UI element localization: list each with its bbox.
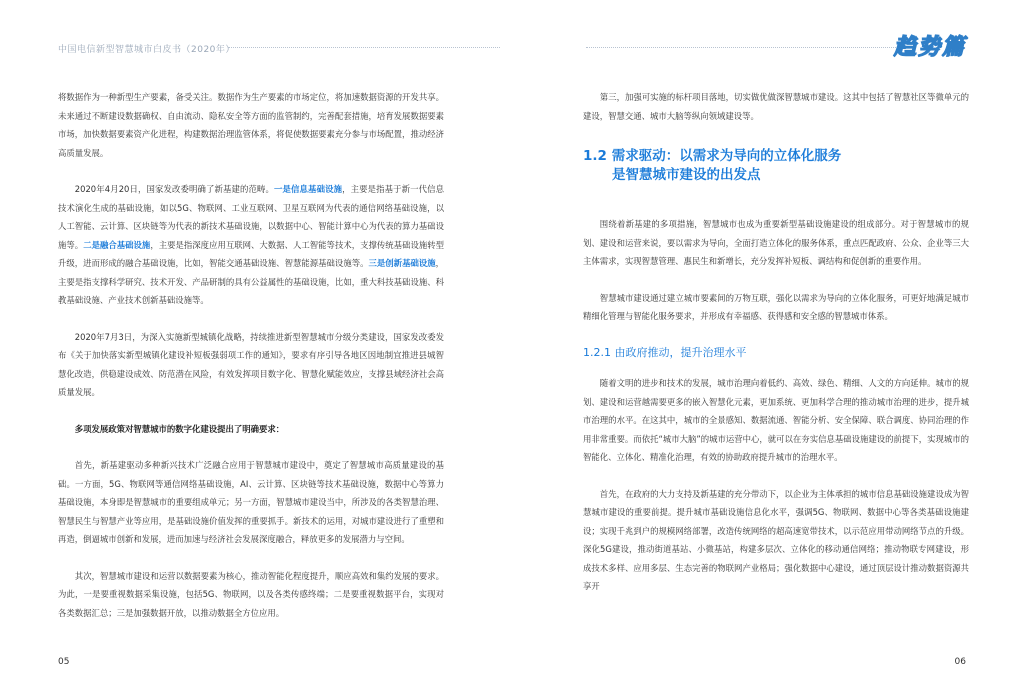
left-paragraph-4: 多项发展政策对智慧城市的数字化建设提出了明确要求： (74, 423, 285, 434)
highlight-innovation-infrastructure: 三是创新基础设施 (368, 258, 436, 268)
right-paragraph-5: 首先，在政府的大力支持及新基建的充分带动下，以企业为主体承担的城市信息基础设施建设成为智慧城市建设的重要前提。提升城市基础设施信息化水平，强调5G、物联网、数据中心等各类基础设施建设；实现千兆到户的规模网络部署，改造传统网络的超高速宽带技术，以示范应用带动网络节点的升级。深化5G建设，推动街道基站、小微基站，构建多层次、立体化的移动通信网络；推动物联专网建设，形成技术多样、应用多层、生态完善的物联网产业格局；强化数据中心建设，通过顶层设计推动数据资源共享开 (583, 488, 969, 591)
highlight-fusion-infrastructure: 二是融合基础设施 (83, 239, 151, 250)
header-divider-left (228, 47, 500, 48)
right-page-column (583, 88, 969, 614)
left-paragraph-5: 首先，新基建驱动多种新兴技术广泛融合应用于智慧城市建设中，奠定了智慧城市高质量建设的基础。一方面，5G、物联网等通信网络基础设施，AI、云计算、区块链等技术基础设施，数据中心等算力基础设施，本身即是智慧城市的重要组成单元；另一方面，智慧城市建设当中，所涉及的各类智慧治理、智慧民生与智慧产业等应用，是基础设施价值发挥的重要抓手。新技术的运用，对城市建设进行了重塑和再造，倒逼城市创新和发展，进而加速与经济社会发展深度融合，释放更多的发展潜力与空间。 (58, 460, 444, 544)
highlight-info-infrastructure: 一是信息基础设施 (274, 184, 343, 194)
section-title (583, 147, 969, 185)
left-paragraph-1: 将数据作为一种新型生产要素，备受关注。数据作为生产要素的市场定位，将加速数据资源的开发共享。未来通过不断建设数据确权、自由流动、隐私安全等方面的监管制约，完善配套措施，培育发展数据要素市场，加快数据要素资产化进程，构建数据治理监管体系，将促使数据要素充分参与市场配置，推动经济高质量发展。 (58, 92, 444, 158)
header-right-title: 趋势篇 (893, 35, 966, 60)
section-title-line-1: 需求驱动：以需求为导向的立体化服务 (611, 148, 842, 164)
right-paragraph-1: 第三，加强可实施的标杆项目落地，切实做优做深智慧城市建设。这其中包括了智慧社区等微单元的建设，智慧交通、城市大脑等纵向领域建设等。 (583, 92, 969, 121)
text-run: 2020年4月20日，国家发改委明确了新基建的范畴。 (74, 184, 275, 194)
header-divider-right (586, 47, 914, 48)
page-number-right: 06 (954, 657, 966, 667)
left-paragraph-3: 2020年7月3日，为深入实施新型城镇化战略，持续推进新型智慧城市分级分类建设，国家发改委发布《关于加快落实新型城镇化建设补短板强弱项工作的通知》，要求有序引导各地区因地制宜推进县城智慧化改造，供稳建设成效、防范潜在风险，有效发挥项目数字化、智慧化赋能效应，支撑县域经济社会高质量发展。 (58, 331, 444, 397)
text-run: ，主要是指支撑科学研究、技术开发、产品研制的具有公益属性的基础设施，比如，重大科技基础设施、科教基础设施、产业技术创新基础设施等。 (58, 258, 445, 305)
subsection-title: 1.2.1 由政府推动，提升治理水平 (583, 345, 747, 359)
left-page-column (58, 88, 444, 640)
section-number: 1.2 (583, 148, 607, 164)
left-paragraph-2 (58, 180, 444, 310)
section-title-line-2: 是智慧城市建设的出发点 (612, 167, 761, 183)
right-paragraph-3: 智慧城市建设通过建立城市要素间的万物互联，强化以需求为导向的立体化服务，可更好地满足城市精细化管理与智能化服务要求，并形成有幸福感、获得感和安全感的智慧城市体系。 (583, 292, 969, 321)
page-number-left: 05 (58, 657, 70, 667)
right-paragraph-4: 随着文明的进步和技术的发展，城市治理向着低约、高效、绿色、精细、人文的方向延伸。城市的规划、建设和运营越需要更多的嵌入智慧化元素，更加系统、更加科学合理的推动城市治理的进步，提升城市治理的水平。在这其中，城市的全景感知、数据流通、智能分析、安全保障、联合调度、协同治理的作用非常重要。而依托“城市大脑”的城市运营中心，就可以在夯实信息基础设施建设的前提下，实现城市的智能化、立体化、精准化治理，有效的协助政府提升城市的治理水平。 (583, 378, 969, 462)
header-left-title: 中国电信新型智慧城市白皮书（2020年） (58, 45, 235, 55)
right-paragraph-2: 围绕着新基建的多项措施，智慧城市也成为重要新型基础设施建设的组成部分。对于智慧城市的规划、建设和运营来说，要以需求为导向，全面打造立体化的服务体系，重点匹配政府、公众、企业等三大主体需求，实现智慧管理、惠民生和新增长，充分发挥补短板、调结构和促创新的重要作用。 (583, 219, 969, 266)
text-run: ，主要是指基于新一代信息技术演化生成的基础设施，如以5G、物联网、工业互联网、卫星互联网为代表的通信网络基础设施，以人工智能、云计算、区块链等为代表的新技术基础设施，以数据中心、智能计算中心为代表的算力基础设施等。 (58, 184, 444, 250)
left-paragraph-6: 其次，智慧城市建设和运营以数据要素为核心，推动智能化程度提升，顺应高效和集约发展的要求。为此，一是要重视数据采集设施，包括5G、物联网，以及各类传感终端；二是要重视数据平台，实现对各类数据汇总；三是加强数据开放，以推动数据全方位应用。 (58, 570, 444, 618)
text-run: ，主要是指深度应用互联网、大数据、人工智能等技术，支撑传统基础设施转型升级，进而形成的融合基础设施，比如，智能交通基础设施、智慧能源基础设施等。 (58, 239, 445, 268)
